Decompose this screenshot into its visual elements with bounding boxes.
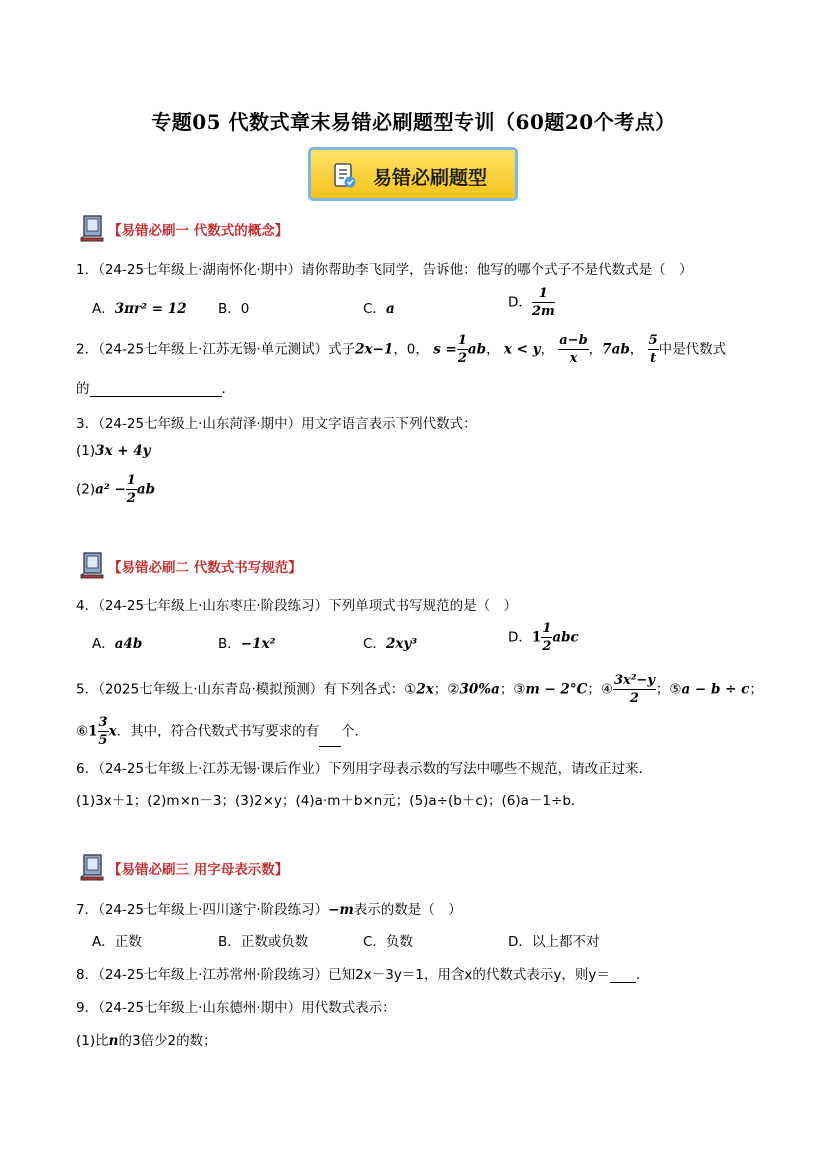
q4-option-c: C．2xy³ [363,636,418,652]
q4-option-a: A．a4b [92,636,143,652]
question-3-stem: 3．（24-25七年级上·山东菏泽·期中）用文字语言表示下列代数式： [76,416,477,432]
section-title: 【易错必刷一 代数式的概念】 [108,223,289,239]
topic-badge [308,147,518,201]
q1-option-d: D． $\frac{1}{2m}$ [508,286,555,319]
question-6-line-2: (1)3x＋1；(2)m×n－3；(3)2×y；(4)a·m＋b×n元；(5)a÷(b＋c)；(6)a－1÷b． [76,793,585,809]
q7-option-b: B．正数或负数 [218,934,309,950]
q7-option-a: A．正数 [92,934,142,950]
q1-option-a: A．3πr² = 12 [92,301,187,317]
question-5-line-2: ⑥1 $\frac{3}{5}$ x．其中，符合代数式书写要求的有 个． [76,715,369,748]
book-icon [78,853,106,881]
page-title: 专题05 代数式章末易错必刷题型专训（60题20个考点） [151,110,676,134]
q4-option-d: D．1 $\frac{1}{2}$ abc [508,621,579,654]
question-2-line-2: 的 ． [76,381,235,397]
checklist-icon [333,162,357,190]
answer-blank[interactable] [319,732,341,747]
q4-option-b: B．−1x² [218,636,276,652]
section-title: 【易错必刷二 代数式书写规范】 [108,560,302,576]
question-7-stem: 7．（24-25七年级上·四川遂宁·阶段练习）−m表示的数是（ ） [76,902,462,918]
book-icon [78,551,106,579]
question-4-stem: 4．（24-25七年级上·山东枣庄·阶段练习）下列单项式书写规范的是（ ） [76,598,518,614]
question-9-stem: 9．（24-25七年级上·山东德州·期中）用代数式表示： [76,1000,396,1016]
q7-option-c: C．负数 [363,934,413,950]
badge-text: 易错必刷题型 [373,167,488,189]
q7-option-d: D．以上都不对 [508,934,600,950]
section-title: 【易错必刷三 用字母表示数】 [108,862,289,878]
question-6-stem: 6．（24-25七年级上·江苏无锡·课后作业）下列用字母表示数的写法中哪些不规范，请改正过来． [76,761,653,777]
answer-blank[interactable] [90,382,222,397]
question-2-stem: 2．（24-25七年级上·江苏无锡·单元测试）式子2x−1，0， s = $\frac{1}{2}$ ab， x < y， $\frac{a-b}{x}$ ，7ab， $\frac{5}{t}$ 中是代数式 [76,333,727,366]
question-5-stem: 5．（2025七年级上·山东青岛·模拟预测）有下列各式：①2x；②30%a；③m − 2°C；④ $\frac{\text{3x²−y}}{2}$ ；⑤a − b ÷ c； [76,673,763,706]
q9-part-1: (1)比n的3倍少2的数； [76,1033,217,1049]
q1-option-c: C．a [363,301,395,317]
book-icon [78,214,106,242]
answer-blank[interactable] [610,968,636,983]
q3-part-1: (1)3x + 4y [76,443,151,459]
question-8-stem: 8．（24-25七年级上·江苏常州·阶段练习）已知2x－3y＝1，用含x的代数式表示y，则y＝ ． [76,967,650,983]
q1-option-b: B．0 [218,301,250,317]
question-1-stem: 1．（24-25七年级上·湖南怀化·期中）请你帮助李飞同学，告诉他：他写的哪个式子不是代数式是（ ） [76,262,693,278]
q3-part-2: (2)a² − $\frac{1}{2}$ ab [76,473,156,506]
